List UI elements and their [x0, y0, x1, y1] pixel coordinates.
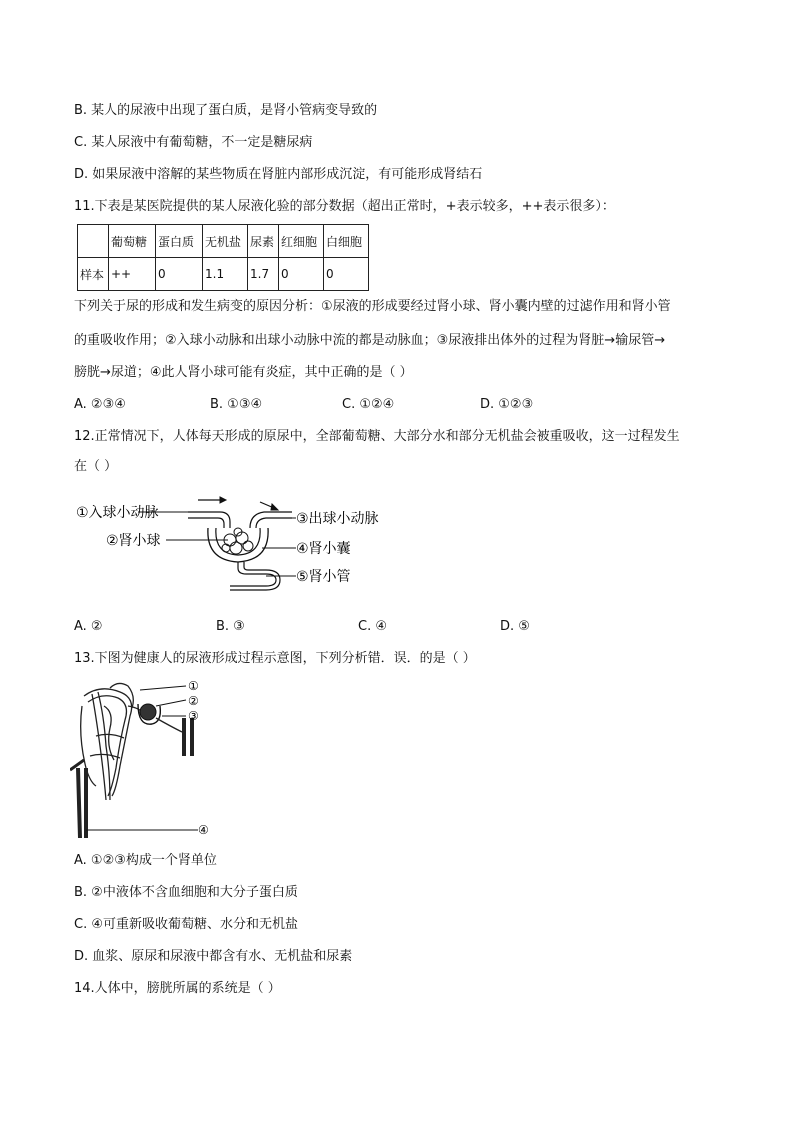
label-renal-capsule: ④肾小囊 — [296, 541, 351, 557]
nephron-diagram — [70, 488, 410, 598]
q11-option-b: B. ①③④ — [210, 397, 263, 412]
q10-option-d: D. 如果尿液中溶解的某些物质在肾脏内部形成沉淀，有可能形成肾结石 — [74, 167, 483, 182]
glomerulus — [140, 704, 156, 720]
q12-option-b: B. ③ — [216, 619, 245, 634]
nephron-vessels — [81, 683, 144, 800]
flow-arrow-in — [198, 497, 226, 503]
table-cell: ++ — [109, 258, 156, 291]
flow-arrow-out — [260, 502, 278, 510]
label-1: ① — [188, 679, 199, 693]
q12-option-d: D. ⑤ — [500, 619, 530, 634]
q11-analysis-line-1: 下列关于尿的形成和发生病变的原因分析：①尿液的形成要经过肾小球、肾小囊内壁的过滤作用和肾小管 — [74, 299, 671, 314]
label-renal-tubule: ⑤肾小管 — [296, 569, 351, 585]
table-row — [78, 258, 369, 291]
q10-option-b: B. 某人的尿液中出现了蛋白质，是肾小管病变导致的 — [74, 103, 378, 118]
table-header-cell: 尿素 — [248, 225, 279, 258]
label-2: ② — [188, 694, 199, 708]
table-header-cell — [78, 225, 109, 258]
q13-option-b: B. ②中液体不含血细胞和大分子蛋白质 — [74, 885, 298, 900]
table-cell: 样本 — [78, 258, 109, 291]
table-cell: 0 — [279, 258, 324, 291]
q12-option-a: A. ② — [74, 619, 103, 634]
vessel-segment — [182, 718, 186, 756]
urine-test-table — [77, 224, 369, 291]
table-header-cell: 葡萄糖 — [109, 225, 156, 258]
q13-option-d: D. 血浆、原尿和尿液中都含有水、无机盐和尿素 — [74, 949, 353, 964]
q13-option-a: A. ①②③构成一个肾单位 — [74, 853, 217, 868]
glomerulus — [222, 528, 253, 554]
label-glomerulus: ②肾小球 — [106, 533, 161, 549]
q11-analysis-line-2: 的重吸收作用；②入球小动脉和出球小动脉中流的都是动脉血；③尿液排出体外的过程为肾脏→输尿管→ — [74, 333, 666, 348]
table-cell: 0 — [156, 258, 203, 291]
q10-option-c: C. 某人尿液中有葡萄糖，不一定是糖尿病 — [74, 135, 313, 150]
q12-stem-line-1: 12.正常情况下，人体每天形成的原尿中，全部葡萄糖、大部分水和部分无机盐会被重吸收，这一过程发生 — [74, 429, 680, 444]
label-4: ④ — [198, 823, 209, 837]
table-cell: 0 — [324, 258, 369, 291]
q11-stem: 11.下表是某医院提供的某人尿液化验的部分数据（超出正常时，+表示较多，++表示很多）： — [74, 199, 615, 214]
q11-analysis-line-3: 膀胱→尿道；④此人肾小球可能有炎症，其中正确的是（ ） — [74, 365, 413, 380]
q12-option-c: C. ④ — [358, 619, 387, 634]
renal-tubule — [230, 562, 276, 586]
label-efferent-arteriole: ③出球小动脉 — [296, 511, 379, 527]
q11-option-d: D. ①②③ — [480, 397, 534, 412]
table-header-cell: 红细胞 — [279, 225, 324, 258]
label-afferent-arteriole: ①入球小动脉 — [76, 505, 159, 521]
vessel-segment — [190, 718, 194, 756]
q14-stem: 14.人体中，膀胱所属的系统是（ ） — [74, 981, 281, 996]
table-cell: 1.7 — [248, 258, 279, 291]
collecting-duct — [78, 768, 86, 838]
table-header-cell: 蛋白质 — [156, 225, 203, 258]
table-header-cell: 白细胞 — [324, 225, 369, 258]
q13-stem: 13.下图为健康人的尿液形成过程示意图，下列分析错．误．的是（ ） — [74, 651, 476, 666]
q11-option-a: A. ②③④ — [74, 397, 126, 412]
q12-stem-line-2: 在（ ） — [74, 459, 118, 474]
q13-option-c: C. ④可重新吸收葡萄糖、水分和无机盐 — [74, 917, 298, 932]
urine-formation-diagram — [70, 676, 220, 842]
table-cell: 1.1 — [203, 258, 248, 291]
label-3: ③ — [188, 709, 199, 723]
table-header-row — [78, 225, 369, 258]
q11-option-c: C. ①②④ — [342, 397, 395, 412]
table-header-cell: 无机盐 — [203, 225, 248, 258]
